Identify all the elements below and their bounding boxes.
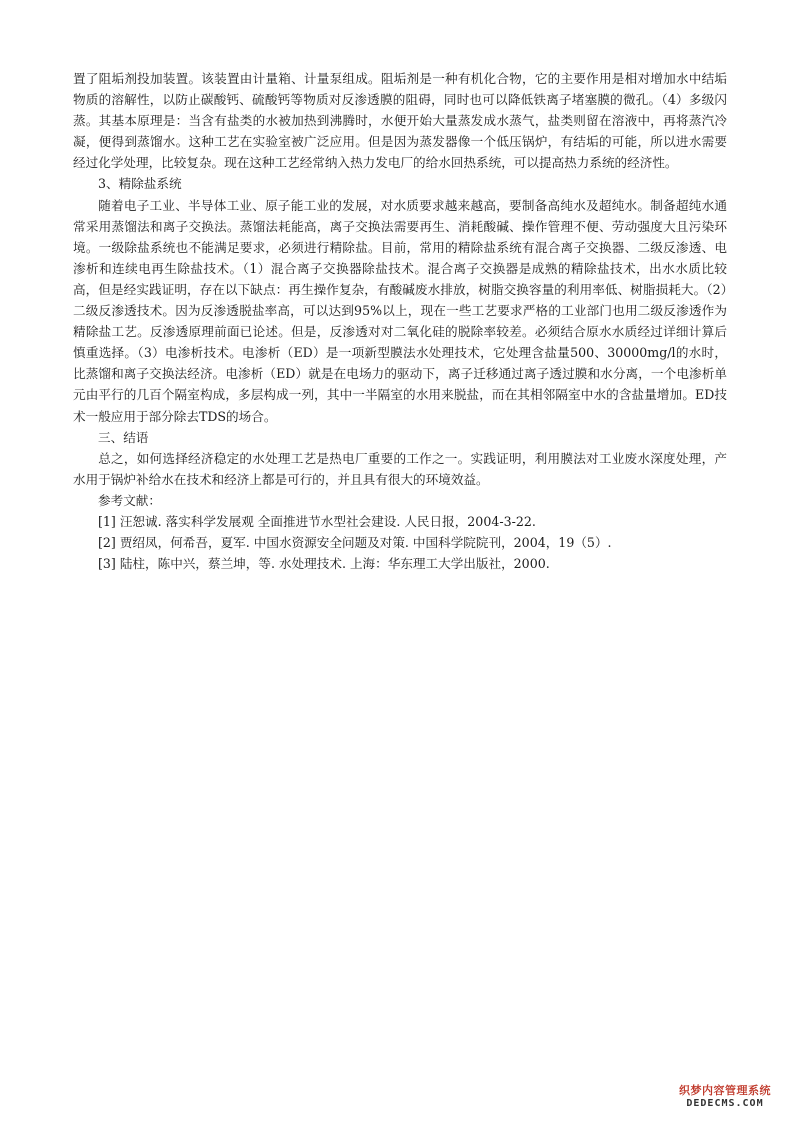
paragraph-conclusion: 总之，如何选择经济稳定的水处理工艺是热电厂重要的工作之一。实践证明，利用膜法对工业废水深度处理，产水用于锅炉补给水在技术和经济上都是可行的，并且具有很大的环境效益。 bbox=[73, 450, 727, 487]
reference-item: [1] 汪恕诚. 落实科学发展观 全面推进节水型社会建设. 人民日报，2004-3-22. bbox=[98, 513, 536, 529]
references-title: 参考文献： bbox=[98, 492, 161, 508]
reference-item: [3] 陆柱，陈中兴，蔡兰坤，等. 水处理技术. 上海：华东理工大学出版社，2000. bbox=[98, 556, 550, 572]
article-body bbox=[73, 68, 727, 574]
paragraph-flash-distillation: 置了阻垢剂投加装置。该装置由计量箱、计量泵组成。阻垢剂是一种有机化合物，它的主要作用是相对增加水中结垢物质的溶解性，以防止碳酸钙、硫酸钙等物质对反渗透膜的阻碍，同时也可以降低铁离子堵塞膜的微孔。（4）多级闪蒸。其基本原理是：当含有盐类的水被加热到沸腾时，水便开始大量蒸发成水蒸气，盐类则留在溶液中，再将蒸汽冷凝，便得到蒸馏水。这种工艺在实验室被广泛应用。但是因为蒸发器像一个低压锅炉，有结垢的可能，所以进水需要经过化学处理，比较复杂。现在这种工艺经常纳入热力发电厂的给水回热系统，可以提高热力系统的经济性。 bbox=[73, 71, 727, 171]
paragraph-fine-desalination: 随着电子工业、半导体工业、原子能工业的发展，对水质要求越来越高，要制备高纯水及超纯水。制备超纯水通常采用蒸馏法和离子交换法。蒸馏法耗能高，离子交换法需要再生、消耗酸碱、操作管理不便、劳动强度大且污染环境。一级除盐系统也不能满足要求，必须进行精除盐。目前，常用的精除盐系统有混合离子交换器、二级反渗透、电渗析和连续电再生除盐技术。（1）混合离子交换器除盐技术。混合离子交换器是成熟的精除盐技术，出水水质比较高，但是经实践证明，存在以下缺点：再生操作复杂，有酸碱废水排放，树脂交换容量的利用率低、树脂损耗大。（2）二级反渗透技术。因为反渗透脱盐率高，可以达到95%以上，现在一些工艺要求严格的工业部门也用二级反渗透作为精除盐工艺。反渗透原理前面已论述。但是，反渗透对对二氧化硅的脱除率较差。必须结合原水水质经过详细计算后慎重选择。（3）电渗析技术。电渗析（ED）是一项新型膜法水处理技术，它处理含盐量500、30000mg/l的水时，比蒸馏和离子交换法经济。电渗析（ED）就是在电场力的驱动下，离子迁移通过离子透过膜和水分离，一个电渗析单元由平行的几百个隔室构成，多层构成一列，其中一半隔室的水用来脱盐，而在其相邻隔室中水的含盐量增加。ED技术一般应用于部分除去TDS的场合。 bbox=[73, 197, 727, 424]
section-heading-conclusion: 三、结语 bbox=[98, 429, 149, 445]
section-heading-fine-desalination: 3、精除盐系统 bbox=[98, 176, 182, 192]
watermark-en-text: DEDECMS.COM bbox=[686, 1098, 764, 1109]
site-watermark bbox=[665, 1084, 785, 1110]
reference-item: [2] 贾绍凤，何希吾，夏军. 中国水资源安全问题及对策. 中国科学院院刊，2004，19（5）. bbox=[98, 535, 612, 551]
watermark-cn-text: 织梦内容管理系统 bbox=[679, 1084, 771, 1097]
